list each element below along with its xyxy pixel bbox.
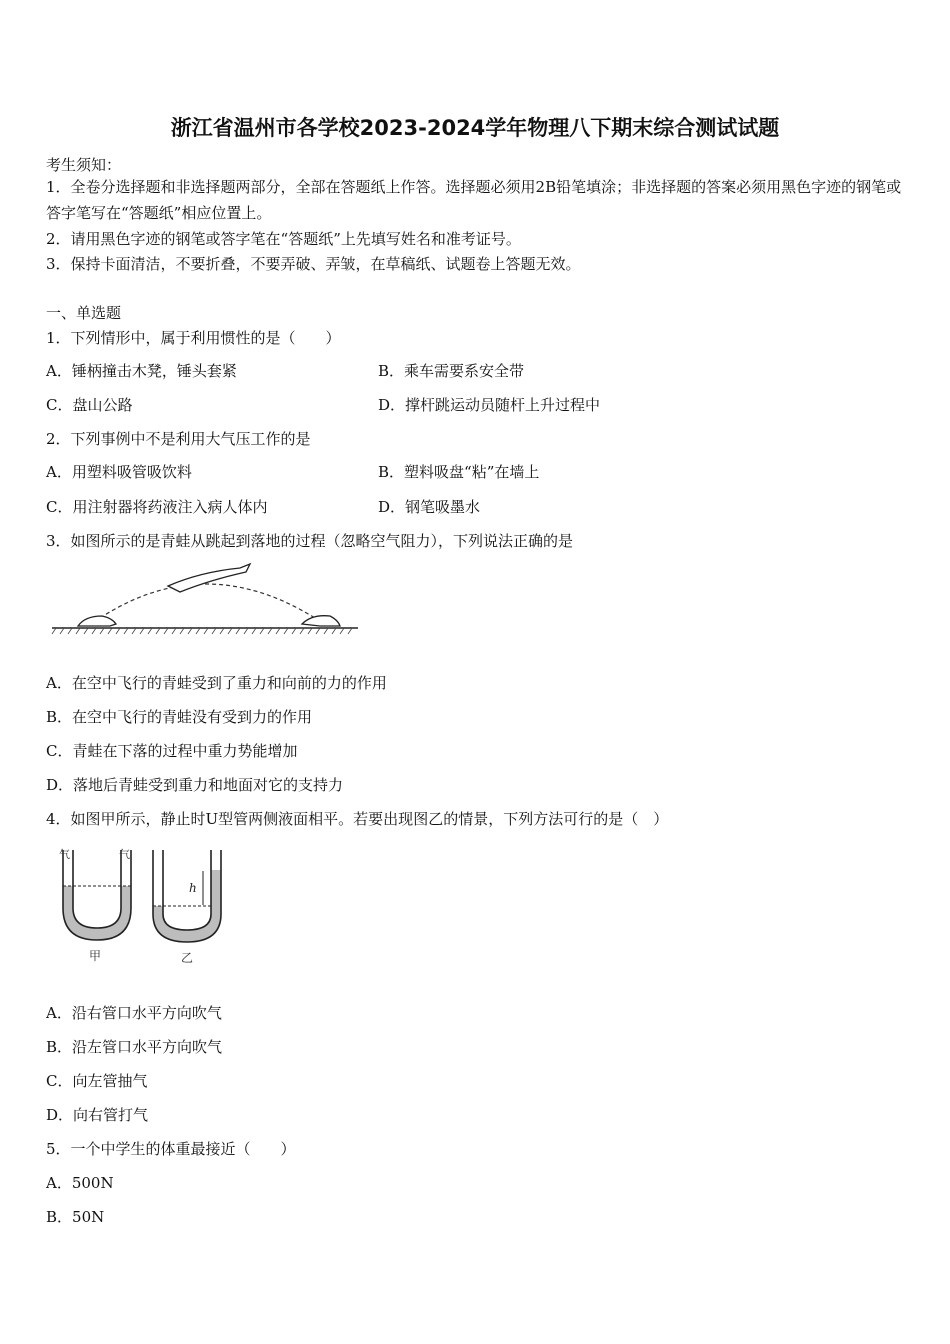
q4-option-d: D．向右管打气 (46, 1106, 149, 1124)
q1-option-b: B．乘车需要系安全带 (378, 362, 525, 380)
air-label-1: 气 (59, 848, 70, 861)
tube-yi-inner (163, 850, 211, 930)
tube-jia-inner (73, 850, 121, 928)
question-4-stem: 4．如图甲所示，静止时U型管两侧液面相平。若要出现图乙的情景，下列方法可行的是（ ） (46, 810, 669, 828)
frog-midair-icon (168, 564, 250, 592)
notice-item-2: 2．请用黑色字迹的钢笔或答字笔在“答题纸”上先填写姓名和准考证号。 (46, 230, 521, 248)
jump-trajectory (100, 584, 315, 618)
u-tube-figure (55, 842, 240, 966)
q1-option-c: C．盘山公路 (46, 396, 133, 414)
page-title: 浙江省温州市各学校2023-2024学年物理八下期末综合测试试题 (170, 116, 780, 140)
q2-option-c: C．用注射器将药液注入病人体内 (46, 498, 268, 516)
frog-start-icon (78, 616, 116, 626)
ground-hatch (52, 628, 352, 634)
label-jia: 甲 (89, 949, 102, 963)
q1-option-d: D．撑杆跳运动员随杆上升过程中 (378, 396, 601, 414)
q5-option-a: A．500N (46, 1174, 114, 1192)
label-yi: 乙 (181, 951, 194, 965)
q3-option-d: D．落地后青蛙受到重力和地面对它的支持力 (46, 776, 344, 794)
question-5-stem: 5．一个中学生的体重最接近（ ） (46, 1140, 296, 1158)
question-3-stem: 3．如图所示的是青蛙从跳起到落地的过程（忽略空气阻力），下列说法正确的是 (46, 532, 574, 550)
q4-option-b: B．沿左管口水平方向吹气 (46, 1038, 223, 1056)
q2-option-d: D．钢笔吸墨水 (378, 498, 481, 516)
section-heading: 一、单选题 (46, 304, 122, 322)
q5-option-b: B．50N (46, 1208, 105, 1226)
q3-option-c: C．青蛙在下落的过程中重力势能增加 (46, 742, 298, 760)
q2-option-a: A．用塑料吸管吸饮料 (46, 463, 192, 481)
air-label-2: 气 (119, 848, 130, 861)
question-1-stem: 1．下列情形中，属于利用惯性的是（ ） (46, 329, 341, 347)
notice-item-1: 1．全卷分选择题和非选择题两部分，全部在答题纸上作答。选择题必须用2B铅笔填涂；非选择题的答案必须用黑色字迹的钢笔或答字笔写在“答题纸”相应位置上。 (46, 178, 902, 222)
frog-jump-figure (50, 560, 362, 640)
q3-option-a: A．在空中飞行的青蛙受到了重力和向前的力的作用 (46, 674, 387, 692)
q4-option-a: A．沿右管口水平方向吹气 (46, 1004, 222, 1022)
label-h: h (189, 881, 197, 895)
q1-option-a: A．锤柄撞击木凳，锤头套紧 (46, 362, 237, 380)
notice-heading: 考生须知： (46, 156, 122, 174)
notice-item-3: 3．保持卡面清洁，不要折叠，不要弄破、弄皱，在草稿纸、试题卷上答题无效。 (46, 255, 581, 273)
question-2-stem: 2．下列事例中不是利用大气压工作的是 (46, 430, 311, 448)
q3-option-b: B．在空中飞行的青蛙没有受到力的作用 (46, 708, 313, 726)
frog-land-icon (302, 616, 340, 626)
q2-option-b: B．塑料吸盘“粘”在墙上 (378, 463, 540, 481)
q4-option-c: C．向左管抽气 (46, 1072, 148, 1090)
